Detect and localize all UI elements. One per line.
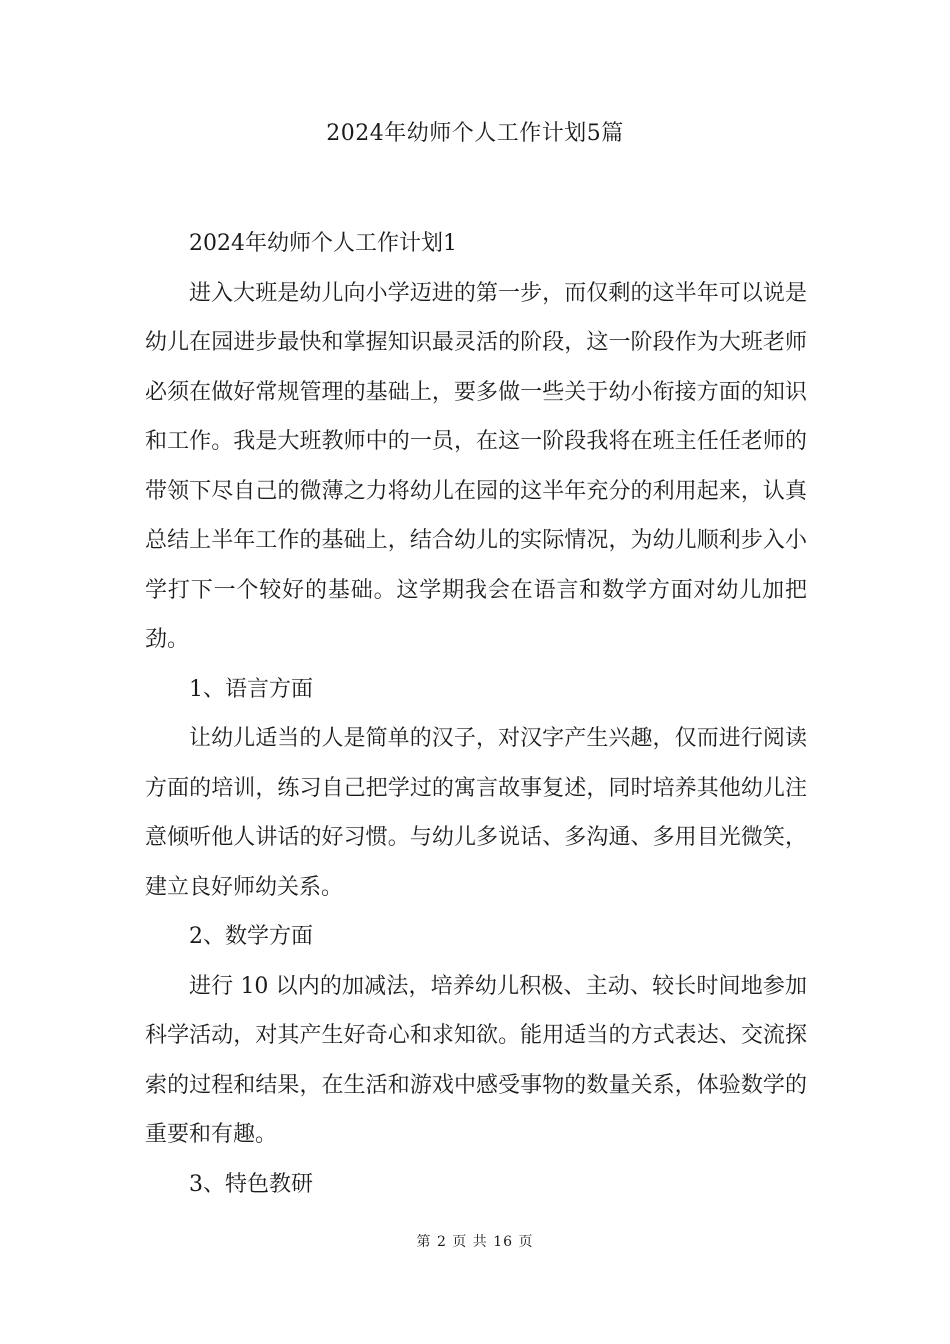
language-paragraph: 让幼儿适当的人是简单的汉子，对汉字产生兴趣，仅而进行阅读方面的培训，练习自己把学过的寓言故事复述，同时培养其他幼儿注意倾听他人讲话的好习惯。与幼儿多说话、多沟通、多用目光微笑，建立良好师幼关系。 — [145, 726, 807, 900]
subheading-math: 2、数学方面 — [189, 924, 313, 949]
subheading-research: 3、特色教研 — [189, 1171, 313, 1197]
section-title: 2024年幼师个人工作计划1 — [189, 231, 457, 256]
math-paragraph: 进行 10 以内的加减法，培养幼儿积极、主动、较长时间地参加科学活动，对其产生好奇心和求知欲。能用适当的方式表达、交流探索的过程和结果，在生活和游戏中感受事物的数量关系，体验数学的重要和有趣。 — [145, 973, 807, 1147]
page-footer: 第 2 页 共 16 页 — [416, 1234, 534, 1250]
subheading-language: 1、语言方面 — [189, 676, 313, 702]
document-body — [145, 219, 807, 1209]
document-title: 2024年幼师个人工作计划5篇 — [326, 121, 624, 146]
intro-paragraph: 进入大班是幼儿向小学迈进的第一步，而仅剩的这半年可以说是幼儿在园进步最快和掌握知识最灵活的阶段，这一阶段作为大班老师必须在做好常规管理的基础上，要多做一些关于幼小衔接方面的知识和工作。我是大班教师中的一员，在这一阶段我将在班主任任老师的带领下尽自己的微薄之力将幼儿在园的这半年充分的利用起来，认真总结上半年工作的基础上，结合幼儿的实际情况，为幼儿顺利步入小学打下一个较好的基础。这学期我会在语言和数学方面对幼儿加把劲。 — [145, 280, 807, 652]
